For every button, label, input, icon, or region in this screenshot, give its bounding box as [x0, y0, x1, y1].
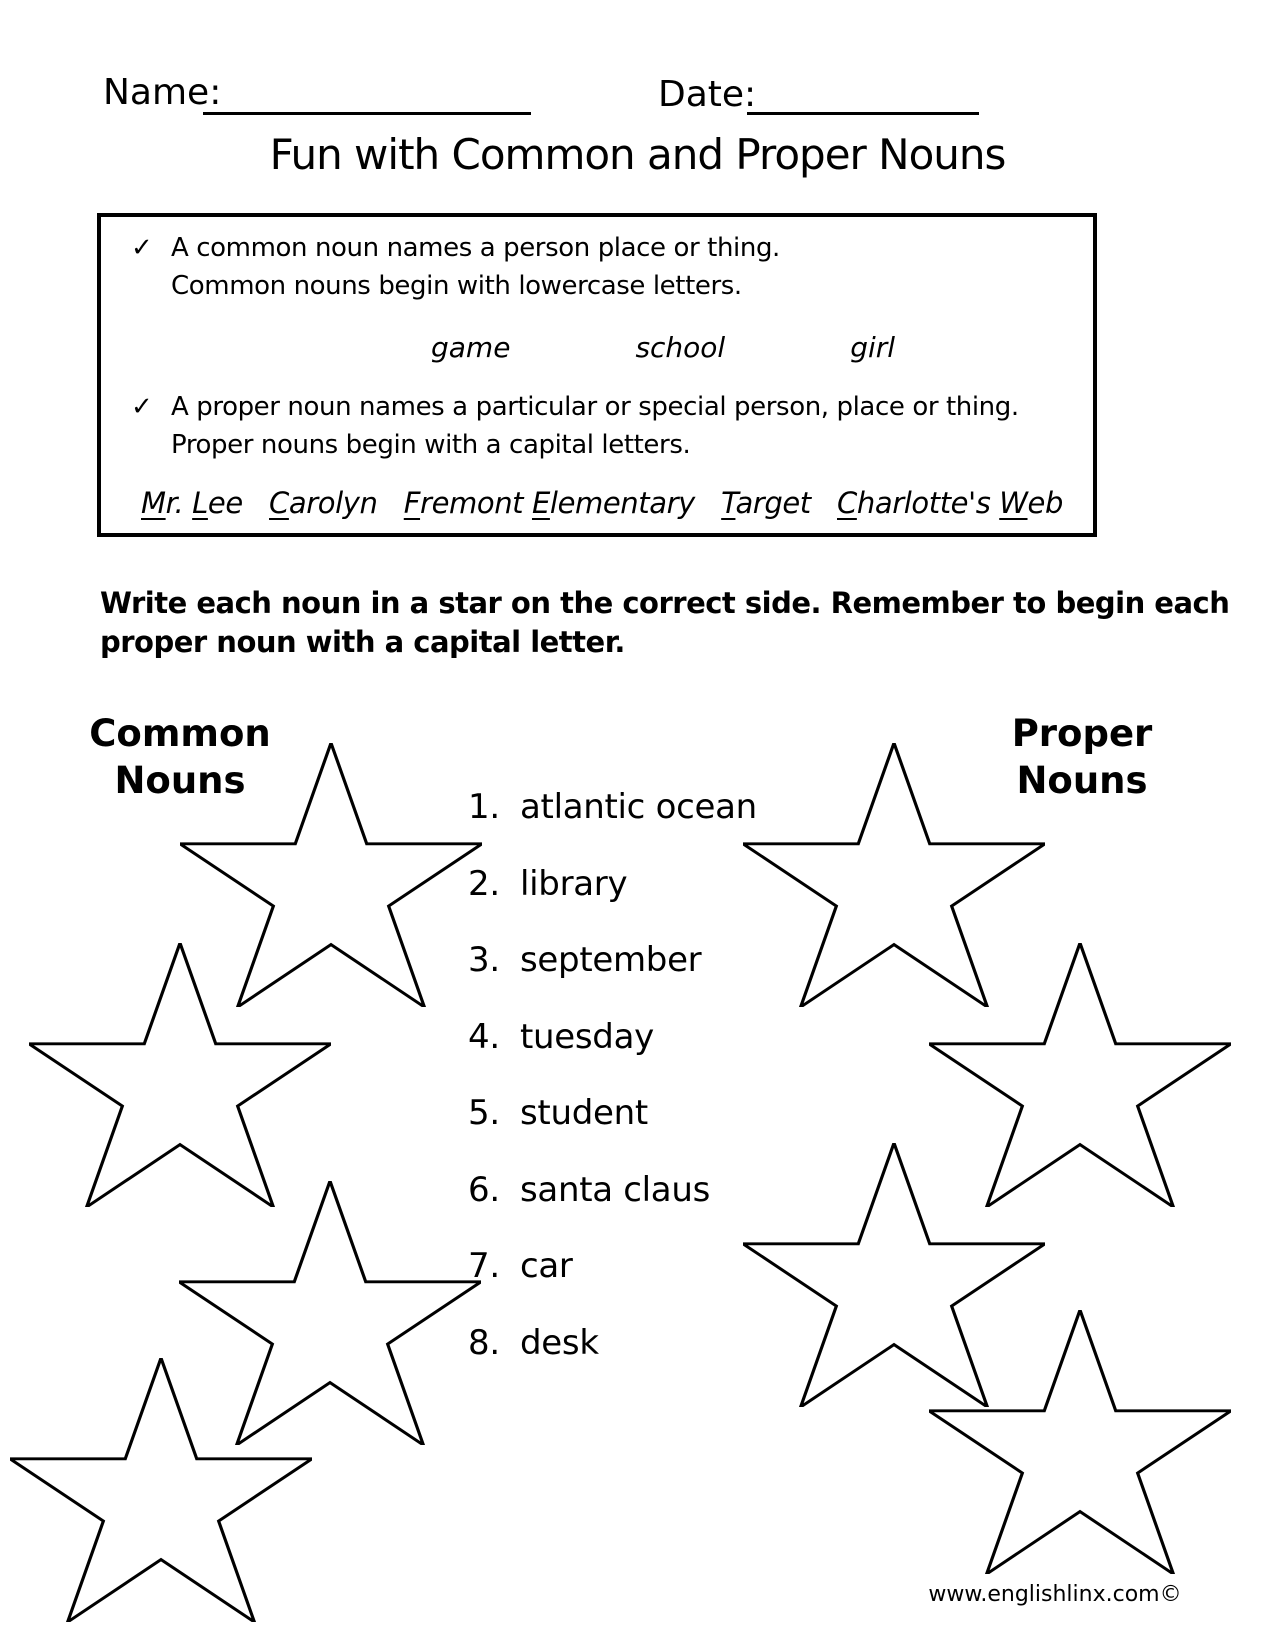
noun-number: 2. [468, 863, 500, 904]
common-heading-line2: Nouns [114, 759, 246, 802]
rules-box [97, 213, 1097, 537]
noun-word: tuesday [520, 1016, 654, 1057]
common-noun-example: game [431, 331, 511, 364]
common-heading-line1: Common [89, 712, 271, 755]
noun-number: 7. [468, 1246, 500, 1286]
date-label: Date: [658, 74, 757, 115]
noun-list-item [468, 864, 757, 941]
noun-list-item [468, 1323, 757, 1400]
common-rule-line1: A common noun names a person place or thing. [171, 233, 780, 263]
common-noun-examples [131, 331, 1079, 364]
name-label: Name: [103, 72, 222, 113]
instructions-line1: Write each noun in a star on the correct side. Remember to begin each [100, 586, 1230, 620]
noun-number: 5. [468, 1093, 500, 1133]
proper-noun-example: Mr. Lee [141, 486, 243, 520]
proper-rule-line1: A proper noun names a particular or special person, place or thing. [171, 392, 1019, 422]
noun-word: santa claus [520, 1169, 711, 1210]
check-icon: ✓ [131, 233, 153, 263]
instructions-line2: proper noun with a capital letter. [100, 625, 625, 659]
noun-number: 1. [468, 787, 500, 827]
noun-number: 8. [468, 1322, 500, 1363]
proper-noun-example: Carolyn [269, 486, 378, 520]
common-noun-rule [131, 229, 1079, 305]
noun-list-item [468, 1093, 757, 1170]
noun-list-item [468, 1170, 757, 1247]
noun-word: library [520, 863, 628, 904]
proper-heading-line2: Nouns [1016, 759, 1148, 802]
check-icon: ✓ [131, 392, 153, 422]
noun-word: atlantic ocean [520, 787, 757, 827]
noun-word: car [520, 1246, 573, 1286]
star-outline-proper-4 [929, 1310, 1231, 1574]
noun-list-item [468, 787, 757, 864]
source-credit: www.englishlinx.com© [928, 1582, 1182, 1607]
noun-number: 4. [468, 1016, 500, 1057]
noun-word: september [520, 940, 702, 980]
noun-list [468, 787, 757, 1399]
common-noun-rule-text [171, 229, 780, 305]
name-blank-line [203, 74, 531, 115]
proper-noun-example: Target [721, 486, 811, 520]
noun-list-item [468, 940, 757, 1017]
noun-word: student [520, 1093, 648, 1133]
date-blank-line [747, 76, 979, 115]
common-noun-example: school [635, 331, 726, 364]
instructions [100, 584, 1229, 662]
noun-list-item [468, 1246, 757, 1323]
proper-heading-line1: Proper [1011, 712, 1153, 755]
common-noun-example: girl [850, 331, 896, 364]
proper-noun-examples [131, 486, 1079, 520]
proper-noun-example: Fremont Elementary [403, 486, 695, 520]
star-outline-common-4 [10, 1358, 312, 1622]
proper-noun-rule [131, 388, 1079, 464]
page-title: Fun with Common and Proper Nouns [269, 130, 1006, 179]
noun-word: desk [520, 1322, 599, 1363]
star-outline-common-2 [29, 943, 331, 1207]
noun-number: 3. [468, 940, 500, 980]
proper-rule-line2: Proper nouns begin with a capital letters. [171, 430, 691, 460]
proper-noun-rule-text [171, 388, 1019, 464]
proper-noun-example: Charlotte's Web [837, 486, 1063, 520]
noun-list-item [468, 1017, 757, 1094]
noun-number: 6. [468, 1169, 500, 1210]
common-rule-line2: Common nouns begin with lowercase letters. [171, 271, 742, 301]
